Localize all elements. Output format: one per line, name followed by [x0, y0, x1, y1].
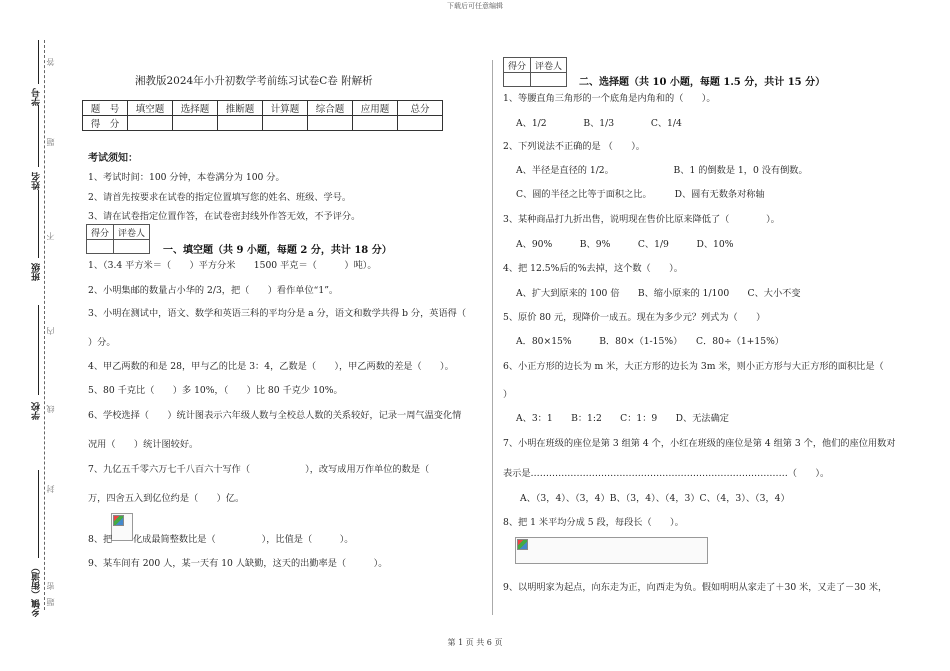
- question-line: 8、把 1 米平均分成 5 段，每段长（ ）。: [503, 517, 684, 528]
- name-label: 姓名: [32, 172, 42, 190]
- question-line: ）分。: [88, 337, 116, 348]
- score-cell[interactable]: [308, 116, 353, 131]
- name-blank[interactable]: [38, 105, 39, 167]
- question-line: 6、小正方形的边长为 m 米，大正方形的边长为 3m 米，则小正方形与大正方形的面积比是（: [503, 361, 884, 372]
- grader-name-label: 评卷人: [114, 225, 150, 240]
- seal-char: 封: [46, 485, 55, 493]
- option-line: A．80×15% B．80×（1-15%） C．80÷（1+15%）: [516, 336, 784, 347]
- grader-box: [503, 57, 567, 87]
- question-line: 况用（ ）统计图较好。: [88, 439, 199, 450]
- score-cell[interactable]: [218, 116, 263, 131]
- option-line: A、1/2 B、1/3 C、1/4: [516, 118, 682, 129]
- question-line: 8、把: [88, 534, 113, 545]
- id-blank[interactable]: [38, 40, 39, 84]
- option-line: A、扩大到原来的 100 倍 B、缩小原来的 1/100 C、大小不变: [516, 288, 801, 299]
- score-cell[interactable]: [398, 116, 443, 131]
- score-header-cell: 计算题: [263, 101, 308, 116]
- seal-char: 答: [46, 58, 55, 66]
- grader-score-cell[interactable]: [87, 240, 114, 254]
- score-cell[interactable]: [173, 116, 218, 131]
- seal-char: 密: [46, 582, 55, 590]
- seal-line: [44, 40, 45, 610]
- score-cell[interactable]: [128, 116, 173, 131]
- question-line: 6、学校选择（ ）统计图表示六年级人数与全校总人数的关系较好，记录一周气温变化情: [88, 410, 462, 421]
- fraction-image: [111, 513, 133, 541]
- township-label: 乡镇（街道）: [32, 563, 42, 617]
- school-blank[interactable]: [38, 305, 39, 395]
- grader-score-cell[interactable]: [504, 73, 531, 87]
- question-line: 1、等腰直角三角形的一个底角是内角和的（ ）。: [503, 93, 716, 104]
- notice-item: 3、请在试卷指定位置作答，在试卷密封线外作答无效，不予评分。: [88, 211, 361, 222]
- option-line: C、圆的半径之比等于面积之比。 D、圆有无数条对称轴: [516, 189, 765, 200]
- grader-box: [86, 224, 150, 254]
- question-line: 4、甲乙两数的和是 28，甲与乙的比是 3：4，乙数是（ ），甲乙两数的差是（ ）。: [88, 361, 454, 372]
- score-header-cell: 选择题: [173, 101, 218, 116]
- column-divider: [492, 60, 493, 615]
- seal-char: 题: [46, 138, 55, 146]
- question-line: 9、以明明家为起点，向东走为正，向西走为负。假如明明从家走了＋30 米，又走了－30 米，: [503, 582, 888, 593]
- grader-name-label: 评卷人: [531, 58, 567, 73]
- score-cell[interactable]: [263, 116, 308, 131]
- notice-item: 2、请首先按要求在试卷的指定位置填写您的姓名、班级、学号。: [88, 192, 352, 203]
- question-line: 5、80 千克比（ ）多 10%，（ ）比 80 千克少 10%。: [88, 385, 343, 396]
- score-row-label: 得 分: [83, 116, 128, 131]
- score-header-cell: 应用题: [353, 101, 398, 116]
- exam-title: 湘教版2024年小升初数学考前练习试卷C卷 附解析: [135, 75, 373, 87]
- question-line: 4、把 12.5%后的%去掉，这个数（ ）。: [503, 263, 683, 274]
- broken-image-icon: [113, 515, 124, 526]
- page-footer: 第 1 页 共 6 页: [447, 638, 503, 647]
- question-line: 2、小明集邮的数量占小华的 2/3，把（ ）看作单位“1”。: [88, 285, 339, 296]
- option-line: A、3：1 B：1:2 C：1：9 D、无法确定: [516, 413, 729, 424]
- option-line: A、90% B、9% C、1/9 D、10%: [516, 239, 734, 250]
- grader-name-cell[interactable]: [114, 240, 150, 254]
- score-cell[interactable]: [353, 116, 398, 131]
- seal-char: 不: [46, 232, 55, 240]
- section1-heading: 一、填空题（共 9 小题，每题 2 分，共计 18 分）: [163, 245, 392, 256]
- broken-image-icon: [517, 539, 528, 550]
- township-blank[interactable]: [38, 470, 39, 558]
- grader-name-cell[interactable]: [531, 73, 567, 87]
- grader-score-label: 得分: [504, 58, 531, 73]
- notice-item: 1、考试时间：100 分钟，本卷满分为 100 分。: [88, 172, 285, 183]
- question-line: 2、下列说法不正确的是 （ ）。: [503, 141, 645, 152]
- class-label: 班级: [32, 263, 42, 281]
- score-table: [82, 100, 443, 131]
- score-header-cell: 题 号: [83, 101, 128, 116]
- question-line: 万，四舍五入到亿位约是（ ）亿。: [88, 493, 245, 504]
- score-header-cell: 总分: [398, 101, 443, 116]
- student-id-label: 学号: [32, 88, 42, 106]
- option-line: A、半径是直径的 1/2。 B、1 的倒数是 1，0 没有倒数。: [516, 165, 808, 176]
- top-note: 下载后可任意编辑: [447, 2, 503, 10]
- school-label: 学校: [32, 402, 42, 420]
- option-line: A、（3，4）、（3，4）B、（3，4）、（4，3）C、（4，3）、（3，4）: [520, 493, 790, 504]
- question-line: 7、九亿五千零六万七千八百六十写作（ ），改写成用万作单位的数是（: [88, 464, 448, 475]
- options-image: [515, 537, 708, 564]
- score-header-cell: 推断题: [218, 101, 263, 116]
- question-line: 5、原价 80 元，现降价一成五。现在为多少元？列式为（ ）: [503, 312, 766, 323]
- section2-heading: 二、选择题（共 10 小题，每题 1.5 分，共计 15 分）: [579, 77, 826, 88]
- class-blank[interactable]: [38, 190, 39, 258]
- seal-char: 线: [46, 405, 55, 413]
- question-line: 1、（3.4 平方米＝（ ）平方分米 1500 平克＝（ ）吨）。: [88, 260, 377, 271]
- question-line: ）: [503, 389, 513, 400]
- score-header-cell: 综合题: [308, 101, 353, 116]
- question-line: 化成最简整数比是（ ），比值是（ ）。: [133, 534, 354, 545]
- question-line: 9、某车间有 200 人，某一天有 10 人缺勤，这天的出勤率是（ ）。: [88, 558, 388, 569]
- question-line: 3、某种商品打九折出售，说明现在售价比原来降低了（ ）。: [503, 214, 780, 225]
- score-header-cell: 填空题: [128, 101, 173, 116]
- seal-char: 内: [46, 327, 55, 335]
- seal-char: 题: [46, 598, 55, 606]
- question-line: 3、小明在测试中，语文、数学和英语三科的平均分是 a 分，语文和数学共得 b 分，英语得（: [88, 308, 467, 319]
- question-line: 表示是…………………………………………………………………………（ ）。: [503, 468, 830, 479]
- grader-score-label: 得分: [87, 225, 114, 240]
- question-line: 7、小明在班级的座位是第 3 组第 4 个，小红在班级的座位是第 4 组第 3 个，他们的座位用数对: [503, 438, 896, 449]
- notice-heading: 考试须知：: [88, 153, 138, 164]
